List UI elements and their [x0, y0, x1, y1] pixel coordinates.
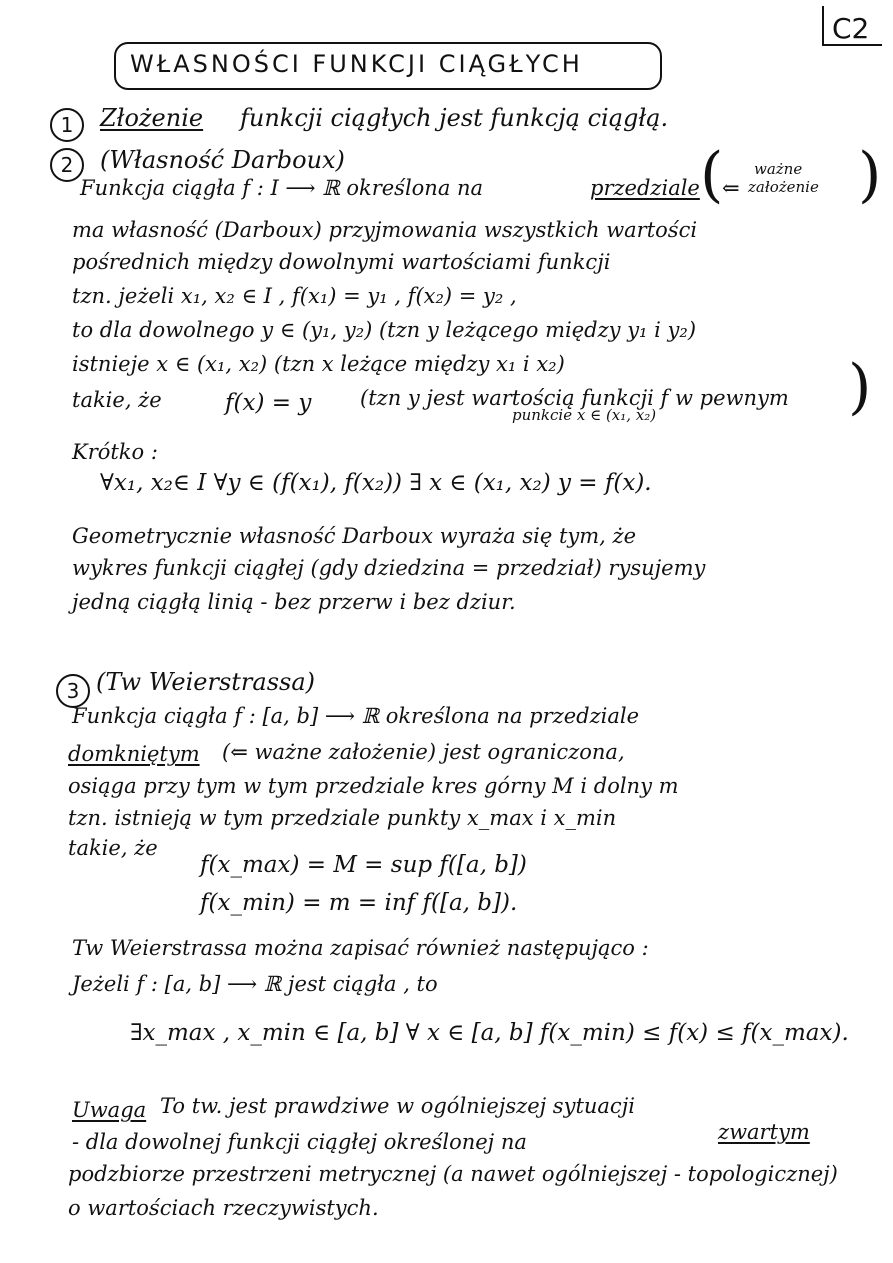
darboux-line-1: Funkcja ciągła f : I ⟶ ℝ określona na: [80, 176, 484, 200]
geometric-line-2: wykres funkcji ciągłej (gdy dziedzina = przedział) rysujemy: [72, 556, 706, 580]
section-2-number: 2: [50, 148, 84, 182]
remark-line-4: o wartościach rzeczywistych.: [68, 1196, 379, 1220]
darboux-line-2: ma własność (Darboux) przyjmowania wszystkich wartości: [72, 218, 698, 242]
remark-line-1: To tw. jest prawdziwe w ogólniejszej sytuacji: [160, 1094, 635, 1118]
weierstrass-line-3: osiąga przy tym w tym przedziale kres górny M i dolny m: [68, 774, 679, 798]
note-paren-left: (: [700, 140, 724, 210]
short-label: Krótko :: [72, 440, 158, 464]
geometric-line-1: Geometrycznie własność Darboux wyraża się tym, że: [72, 524, 636, 548]
darboux-line-4: tzn. jeżeli x₁, x₂ ∈ I , f(x₁) = y₁ , f(x₂) = y₂ ,: [72, 284, 517, 308]
weierstrass-formula-2: f(x_min) = m = inf f([a, b]).: [200, 890, 518, 916]
note-arrow: ⇐: [722, 176, 740, 200]
geometric-line-3: jedną ciągłą linią - bez przerw i bez dziur.: [72, 590, 516, 614]
page-code: C2: [832, 12, 870, 45]
note-assumption: założenie: [748, 178, 819, 196]
darboux-line-5: to dla dowolnego y ∈ (y₁, y₂) (tzn y leżącego między y₁ i y₂): [72, 318, 697, 342]
section-2-label: (Własność Darboux): [100, 146, 345, 174]
weierstrass-line-6: Tw Weierstrassa można zapisać również następująco :: [72, 936, 649, 960]
darboux-line-3: pośrednich między dowolnymi wartościami funkcji: [72, 250, 611, 274]
page-title: WŁASNOŚCI FUNKCJI CIĄGŁYCH: [130, 50, 583, 78]
darboux-line-7d: punkcie x ∈ (x₁, x₂): [512, 406, 657, 424]
weierstrass-closed-word: domkniętym: [68, 742, 200, 766]
remark-compact-word: zwartym: [718, 1120, 810, 1144]
section-3-number: 3: [56, 674, 90, 708]
darboux-formula: ∀x₁, x₂∈ I ∀y ∈ (f(x₁), f(x₂)) ∃ x ∈ (x₁, x₂) y = f(x).: [100, 470, 652, 496]
weierstrass-line-7: Jeżeli f : [a, b] ⟶ ℝ jest ciągła , to: [72, 972, 438, 996]
remark-heading: Uwaga: [72, 1098, 147, 1122]
weierstrass-line-1: Funkcja ciągła f : [a, b] ⟶ ℝ określona na przedziale: [72, 704, 640, 728]
weierstrass-line-5: takie, że: [68, 836, 158, 860]
darboux-line-6: istnieje x ∈ (x₁, x₂) (tzn x leżące między x₁ i x₂): [72, 352, 565, 376]
section-3-label: (Tw Weierstrassa): [96, 668, 315, 696]
weierstrass-line-2: (⇐ ważne założenie) jest ograniczona,: [222, 740, 625, 764]
remark-line-3: podzbiorze przestrzeni metrycznej (a nawet ogólniejszej - topologicznej): [68, 1162, 838, 1186]
weierstrass-line-4: tzn. istnieją w tym przedziale punkty x_max i x_min: [68, 806, 617, 830]
note-paren-right: ): [858, 140, 882, 210]
section-1-number: 1: [50, 108, 84, 142]
darboux-line-7b: f(x) = y: [225, 390, 312, 416]
weierstrass-formula-1: f(x_max) = M = sup f([a, b]): [200, 852, 527, 878]
darboux-interval-word: przedziale: [590, 176, 700, 200]
darboux-line-7c: (tzn y jest wartością funkcji f w pewnym: [360, 386, 789, 410]
section-1-text: funkcji ciągłych jest funkcją ciągłą.: [240, 104, 669, 132]
weierstrass-formula-3: ∃x_max , x_min ∈ [a, b] ∀ x ∈ [a, b] f(x_min) ≤ f(x) ≤ f(x_max).: [130, 1020, 849, 1046]
remark-line-2: - dla dowolnej funkcji ciągłej określonej na: [72, 1130, 527, 1154]
note-important: ważne: [754, 160, 803, 178]
darboux-paren-close: ): [848, 352, 872, 422]
darboux-line-7a: takie, że: [72, 388, 162, 412]
section-1-heading: Złożenie: [100, 104, 204, 132]
